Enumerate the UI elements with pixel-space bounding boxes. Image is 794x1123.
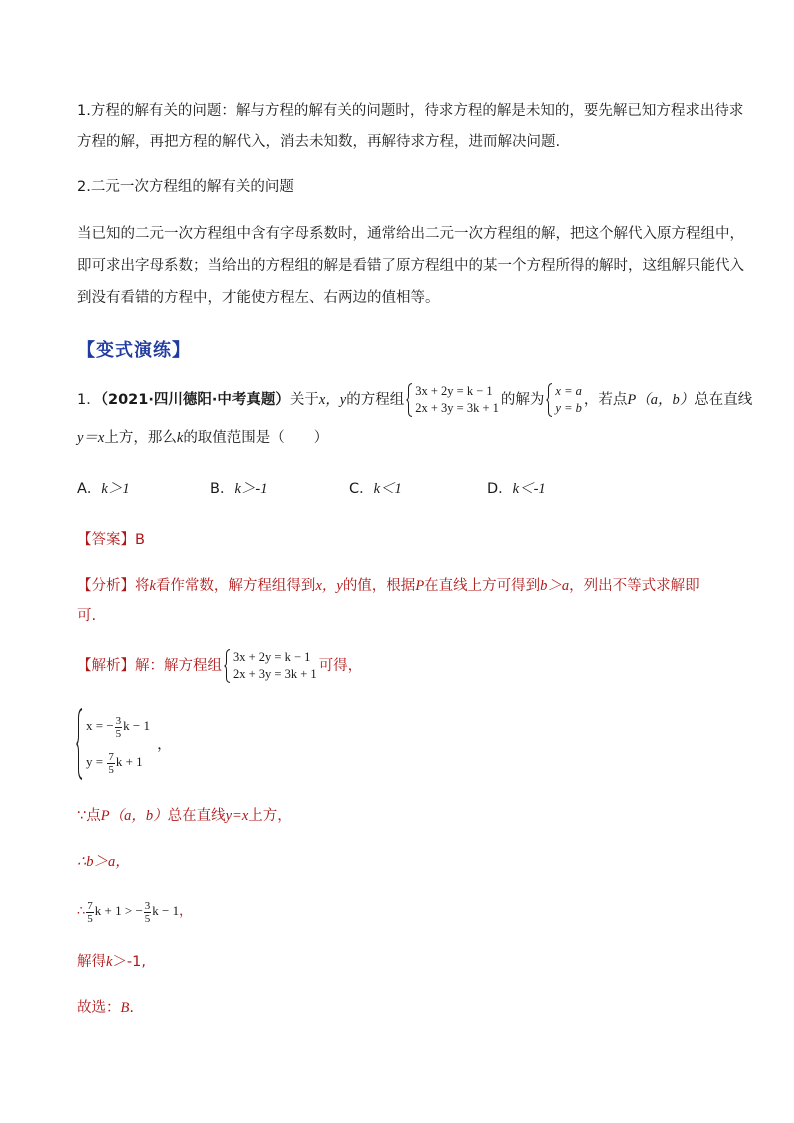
result-text: k + 1: [115, 754, 143, 769]
step-text: ＞-1,: [112, 954, 147, 970]
analysis-text: ，列出不等式求解即: [569, 578, 700, 594]
solution-step2: ∴b＞a，: [77, 854, 130, 870]
analysis-p: P: [415, 578, 425, 594]
solution-step1: [77, 806, 292, 826]
result-comma: ，: [157, 736, 172, 753]
step-text: 总在直线: [167, 808, 226, 824]
item1-line1: 1.方程的解有关的问题：解与方程的解有关的问题时，待求方程的解是未知的，要先解已知方程求出待求: [77, 103, 744, 119]
system-equation-2: 2x + 3y = 3k + 1: [415, 401, 499, 415]
fraction: [144, 900, 152, 925]
system-equation-1: 3x + 2y = k − 1: [415, 384, 493, 398]
solution-tag: 【解析】: [77, 658, 135, 674]
exercise-title: 【变式演练】: [77, 340, 191, 361]
step-text: ，: [179, 903, 193, 918]
answer-value: B: [135, 532, 145, 548]
question-text: 总在直线: [694, 392, 753, 408]
step-text: k − 1: [152, 903, 180, 918]
step-text: 故选：: [77, 1000, 121, 1016]
step-text: 上方，: [248, 808, 292, 824]
left-brace-icon: [406, 383, 413, 417]
fraction-denominator: 5: [144, 912, 151, 925]
option-b[interactable]: [210, 479, 267, 499]
result-y: [86, 744, 150, 780]
solution-text: 可得，: [318, 658, 363, 674]
analysis-text: 看作常数，解方程组得到: [155, 578, 316, 594]
solution-step3: [77, 894, 192, 928]
step-k: k: [106, 954, 113, 970]
analysis-k: k: [149, 578, 156, 594]
fraction: [107, 751, 115, 776]
left-brace-icon: [76, 708, 83, 780]
result-x: [86, 708, 150, 744]
step-text: .: [129, 1000, 134, 1016]
paragraph-line2: 即可求出字母系数；当给出的方程组的解是看错了原方程组中的某一个方程所得的解时，这组解只能代入: [77, 258, 744, 274]
question-line1: [77, 383, 752, 417]
option-a[interactable]: [77, 479, 130, 499]
result-system: [76, 708, 150, 780]
left-brace-icon: [546, 383, 553, 417]
paragraph-line3: 到没有看错的方程中，才能使方程左、右两边的值相等。: [77, 290, 440, 306]
option-value: k＜-1: [512, 481, 546, 497]
fraction-numerator: 3: [144, 899, 151, 912]
fraction-numerator: 3: [115, 714, 122, 727]
option-d[interactable]: [487, 479, 546, 499]
answer-tag: 【答案】: [77, 532, 135, 548]
fraction: [115, 715, 123, 740]
question-text: ，若点: [583, 392, 628, 408]
analysis-xy: x，y: [315, 578, 343, 594]
question-text: 上方，那么: [104, 430, 177, 446]
analysis-text: 的值，根据: [342, 578, 416, 594]
question-line2: [77, 428, 328, 448]
question-text: 的取值范围是（ ）: [183, 430, 329, 446]
solution-result-system: [74, 708, 172, 780]
solution-text: 解：解方程组: [135, 658, 222, 674]
item2-heading: 2.二元一次方程组的解有关的问题: [77, 179, 294, 195]
step-text: 解得: [77, 954, 106, 970]
solution-y: y = b: [555, 401, 582, 415]
option-label: B．: [210, 481, 235, 497]
solution-step4: [77, 952, 146, 972]
analysis-line1: [77, 576, 700, 596]
result-text: y =: [86, 754, 107, 769]
solution-x: x = a: [555, 384, 582, 398]
question-text: 关于: [289, 392, 319, 408]
analysis-line2: 可.: [77, 608, 97, 624]
result-text: k − 1: [123, 718, 151, 733]
step-text: k + 1 > −: [94, 903, 143, 918]
question-equation-system: [406, 383, 499, 417]
option-c[interactable]: [349, 479, 402, 499]
question-k: k: [176, 430, 184, 446]
question-line-equation: y＝x: [77, 430, 105, 446]
question-number: 1．: [77, 392, 101, 408]
fraction-numerator: 7: [108, 750, 114, 763]
option-label: A．: [77, 481, 102, 497]
step-text: ∵点: [77, 808, 101, 824]
question-point: P（a，b）: [627, 392, 695, 408]
paragraph-line1: 当已知的二元一次方程组中含有字母系数时，通常给出二元一次方程组的解，把这个解代入原方程组中，: [77, 226, 744, 242]
option-value: k＜1: [373, 481, 402, 497]
solution-step5: [77, 998, 134, 1018]
analysis-tag: 【分析】: [77, 578, 135, 594]
question-vars: x，y: [318, 392, 347, 408]
step-text: ∴: [77, 903, 86, 918]
result-text: x = −: [86, 718, 114, 733]
analysis-text: 在直线上方可得到: [424, 578, 541, 594]
step-line: y=x: [225, 808, 249, 824]
option-value: k＞-1: [234, 481, 268, 497]
analysis-ba: b＞a: [540, 578, 570, 594]
fraction-denominator: 5: [115, 727, 122, 740]
item1-line2: 方程的解，再把方程的解代入，消去未知数，再解待求方程，进而解决问题.: [77, 134, 561, 150]
solution-equation-system: [224, 649, 317, 683]
step-answer: B: [120, 1000, 130, 1016]
fraction: [86, 900, 94, 925]
question-solution-system: [546, 383, 581, 417]
question-text: 的方程组: [346, 392, 405, 408]
question-text: 的解为: [500, 392, 545, 408]
solution-line1: [77, 648, 362, 684]
answer-line: [77, 530, 145, 550]
question-source: （2021·四川德阳·中考真题）: [100, 392, 290, 408]
system-equation-1: 3x + 2y = k − 1: [233, 650, 311, 664]
option-label: C．: [349, 481, 374, 497]
analysis-text: 将: [135, 578, 150, 594]
fraction-numerator: 7: [87, 899, 93, 912]
left-brace-icon: [224, 649, 231, 683]
step-point: P（a，b）: [100, 808, 168, 824]
option-value: k＞1: [101, 481, 130, 497]
system-equation-2: 2x + 3y = 3k + 1: [233, 667, 317, 681]
option-label: D．: [487, 481, 513, 497]
fraction-denominator: 5: [87, 912, 93, 925]
fraction-denominator: 5: [108, 763, 114, 776]
